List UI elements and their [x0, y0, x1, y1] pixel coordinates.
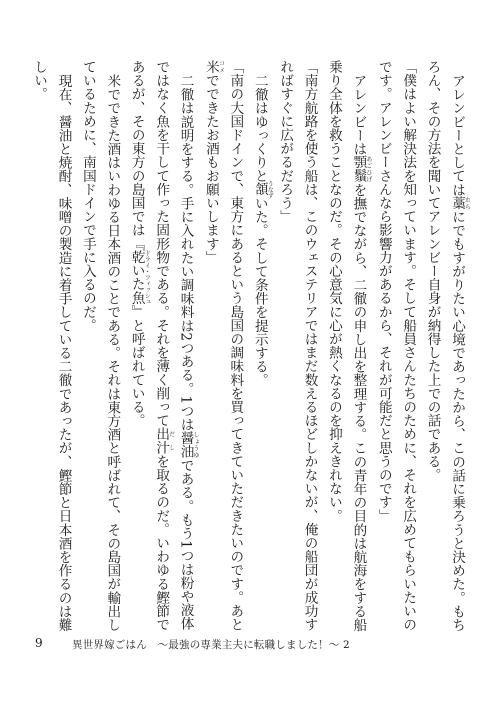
paragraph [30, 60, 76, 632]
text-run: である。もう1つは粉や液体ではなく魚を干して作った固形物である。それを薄く削って [153, 60, 194, 630]
paragraph [420, 60, 470, 632]
ruby-reading: コメ [217, 60, 225, 74]
ruby-word [251, 180, 274, 199]
book-title: 異世界嫁ごはん ～最強の専業主夫に転職しました！～ 2 [72, 639, 350, 651]
ruby-word [153, 427, 175, 455]
text-run: でできたお酒もお願いします」 [202, 73, 219, 265]
text-run: 「南の大国ドインで、東方にあるという島国の調味料を買ってきていただきたいのです。あと [227, 60, 244, 632]
text-run: 』と呼ばれている。 [128, 304, 145, 428]
ruby-word [202, 60, 225, 74]
ruby-reading: あごひげ [364, 155, 372, 183]
text-run: アレンビーとしては [449, 73, 465, 196]
ruby-base: 頷 [251, 180, 268, 199]
text-run: 「南方航路を使う船は、このウェステリアではまだ数えるほどしかないが、俺の船団が成功すればすぐに広がるだろう」 [277, 60, 318, 632]
ruby-word [350, 155, 372, 183]
ruby-word [449, 196, 470, 210]
text-run: 二徹はゆっくりと [251, 73, 268, 183]
text-run: 現在、醤油と焼酎、味噌の製造に着手している二徹であったが、鰹節と日本酒を作るのは難しい。 [31, 60, 72, 632]
ruby-base: 醤油 [177, 430, 194, 459]
text-run: を取るのだ。いわゆる鰹節であるが、その東方の島国では『 [128, 60, 170, 632]
text-run: いた。そして条件を提示する。 [251, 196, 268, 387]
text-run: 「僕はよい解決法を知っています。そして船員さんたちのために、それを広めてもらいたいのです。アレンビーさんなら影響力があるから、それが可能だと思うのです」 [375, 60, 417, 632]
ruby-base: 藁 [449, 196, 465, 210]
ruby-base: 米 [202, 60, 219, 74]
ruby-reading: うなず [266, 180, 274, 199]
paragraph [76, 60, 125, 632]
ruby-word [177, 430, 200, 459]
ruby-reading: しょうゆ [192, 430, 200, 459]
vertical-text-body [30, 60, 470, 632]
ruby-base: 出汁 [153, 427, 170, 455]
page-number: 9 [35, 636, 43, 650]
ruby-word [128, 250, 151, 305]
paragraph [371, 60, 420, 632]
ruby-reading: わら [463, 196, 470, 210]
text-run: 二徹は説明をする。手に入れたい調味料は2つある。1つは [177, 73, 194, 431]
text-run: 米でできた酒はいわゆる日本酒のことである。それは東方酒と呼ばれて、その島国が輸出しているために、南国ドインで手に入るのだ。 [79, 60, 121, 632]
paragraph [124, 60, 198, 632]
ruby-reading: ドライ・フィッシュ [143, 250, 151, 305]
ruby-base: 乾いた魚 [128, 250, 145, 305]
paragraph [322, 60, 372, 632]
text-run: を撫でながら、二徹の申し出を整理する。この青年の目的は航海をする船乗り全体を救うことなのだ。その心意気に心が熱くなるのを抑えきれない。 [325, 60, 367, 632]
paragraph [199, 60, 248, 632]
page-footer [0, 632, 500, 656]
ruby-reading: だし [167, 427, 175, 455]
text-run: アレンビーは [350, 73, 367, 156]
paragraph [247, 60, 272, 632]
ruby-base: 顎鬚 [350, 155, 367, 183]
paragraph [273, 60, 322, 632]
text-run: にでもすがりたい心境であったから、この話に乗ろうと決めた。もちろん、その方法を聞いてアレンビー自身が納得した上での話である。 [424, 60, 465, 632]
